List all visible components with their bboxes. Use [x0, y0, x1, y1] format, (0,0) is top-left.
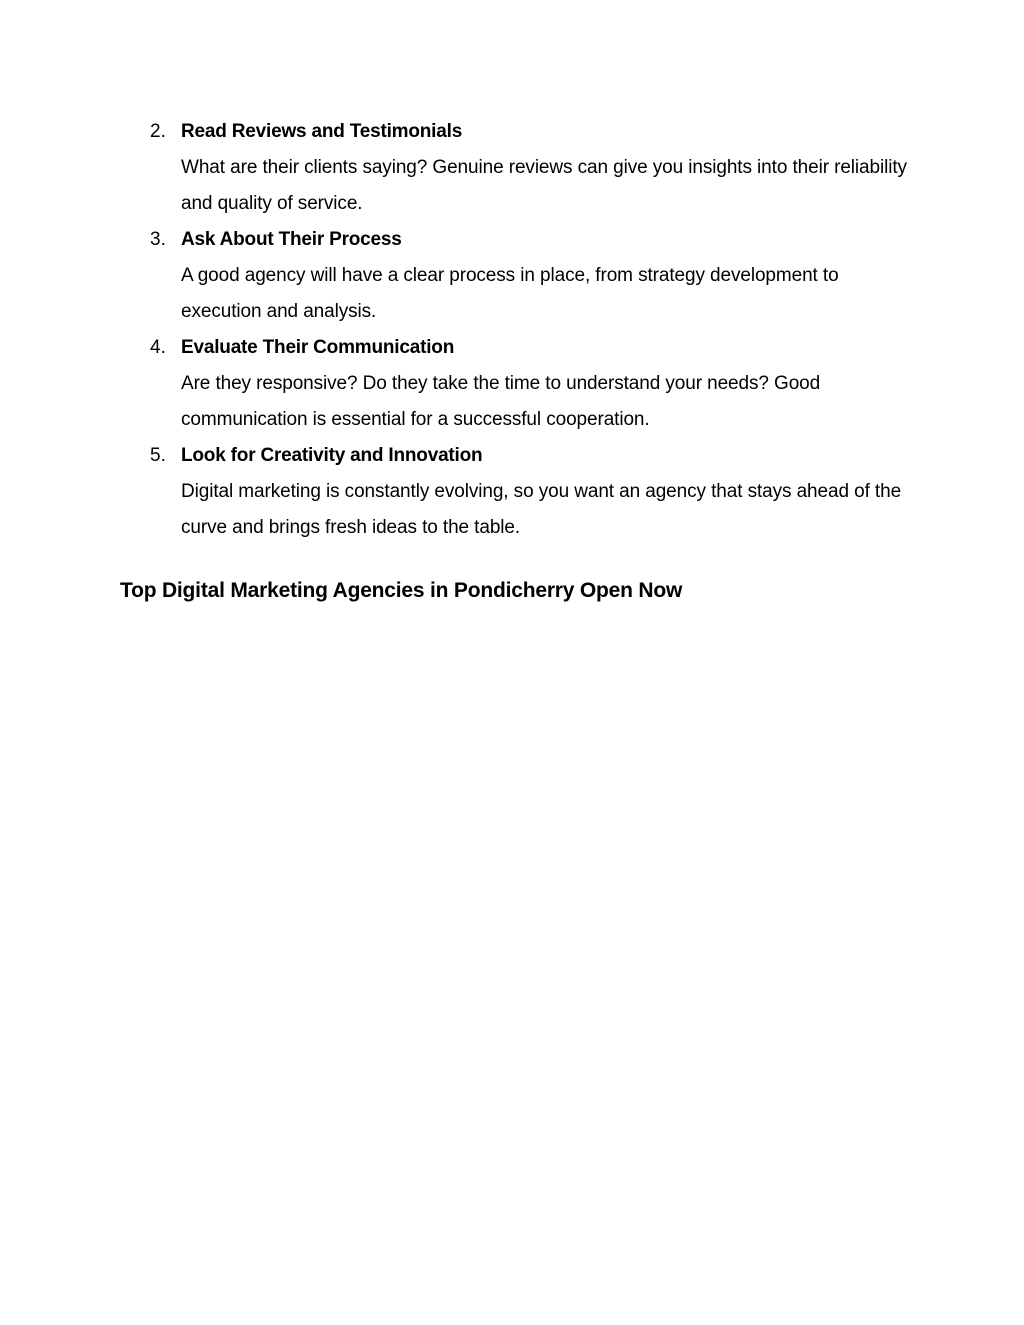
list-item [120, 114, 910, 222]
list-item [120, 330, 910, 438]
list-item-body: Are they responsive? Do they take the time to understand your needs? Good communication is essential for a successful cooperation. [181, 373, 821, 430]
numbered-list [120, 114, 910, 546]
list-item-body: What are their clients saying? Genuine reviews can give you insights into their reliability and quality of service. [181, 157, 907, 214]
list-item [120, 222, 910, 330]
list-item-body: Digital marketing is constantly evolving, so you want an agency that stays ahead of the curve and brings fresh ideas to the table. [181, 481, 902, 538]
list-item-number: 5. [150, 445, 166, 466]
list-item-number: 2. [150, 121, 166, 142]
list-item [120, 438, 910, 546]
list-item-title: Look for Creativity and Innovation [181, 445, 483, 466]
list-item-title: Ask About Their Process [181, 229, 402, 250]
list-item-number: 3. [150, 229, 166, 250]
list-item-body: A good agency will have a clear process in place, from strategy development to execution and analysis. [181, 265, 839, 322]
list-item-number: 4. [150, 337, 166, 358]
list-item-title: Evaluate Their Communication [181, 337, 455, 358]
list-item-title: Read Reviews and Testimonials [181, 121, 463, 142]
section-heading: Top Digital Marketing Agencies in Pondicherry Open Now [120, 579, 683, 602]
